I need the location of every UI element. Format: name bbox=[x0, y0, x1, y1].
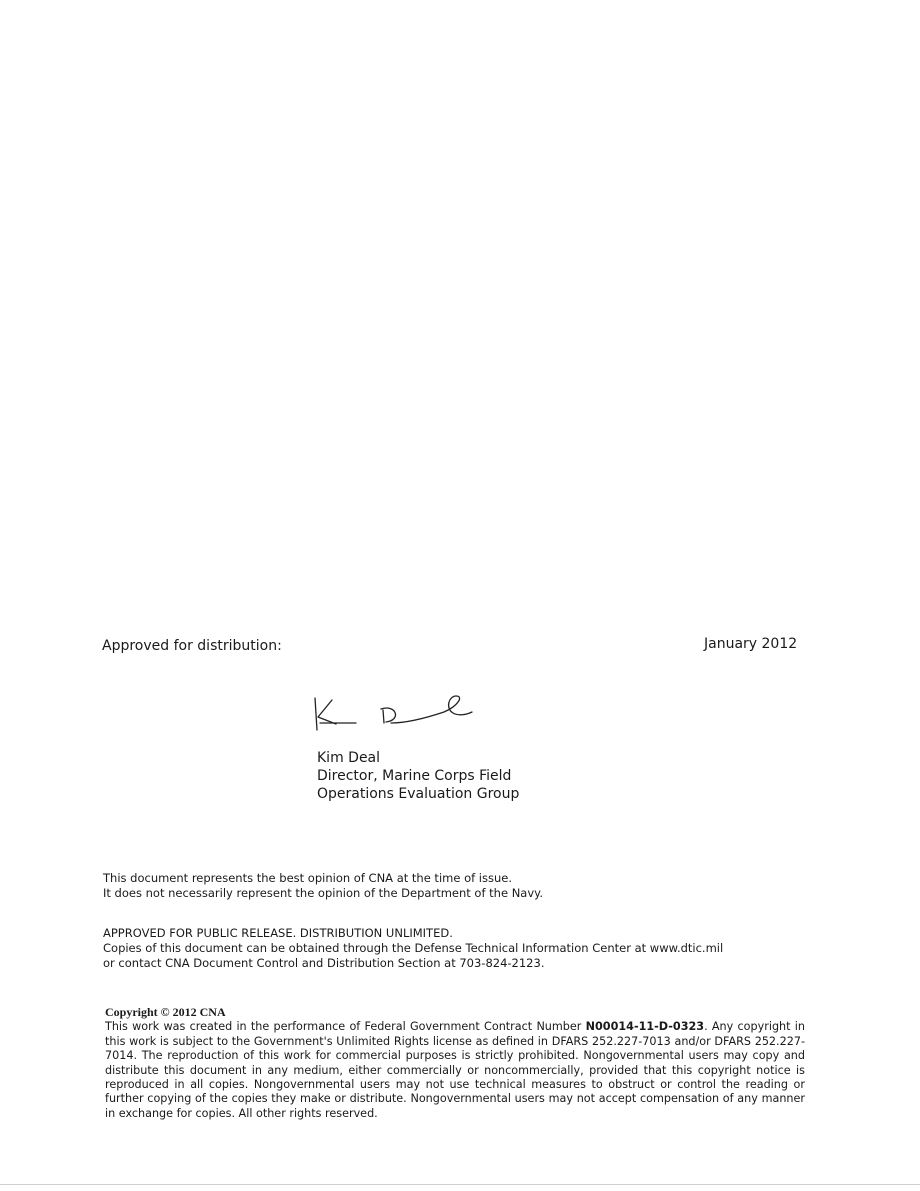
signer-name: Kim Deal bbox=[317, 750, 381, 766]
signature-image bbox=[306, 690, 476, 732]
signer-title-line1: Director, Marine Corps Field bbox=[317, 768, 512, 784]
copyright-title: Copyright © 2012 CNA bbox=[105, 1005, 226, 1019]
release-line1: APPROVED FOR PUBLIC RELEASE. DISTRIBUTION UNLIMITED. bbox=[103, 926, 453, 940]
contract-number: N00014-11-D-0323 bbox=[585, 1020, 705, 1034]
copyright-body-post: . Any copyright in this work is subject to the Government's Unlimited Rights license as defined in DFARS 252.227-7013 and/or DFARS 252.227-7014. The reproduction of this work for commercial purposes is strictly prohibited. Nongovernmental users may copy and distribute this document in any medium, either commercially or noncommercially, provided that this copyright notice is reproduced in all copies. Nongovernmental users may not use technical measures to obstruct or control the reading or further copying of the copies they make or distribute. Nongovernmental users may not accept compensation of any manner in exchange for copies. All other rights reserved. bbox=[105, 1020, 805, 1120]
approval-label: Approved for distribution: bbox=[102, 638, 282, 654]
page-bottom-rule bbox=[0, 1184, 920, 1185]
approval-date: January 2012 bbox=[704, 636, 798, 652]
copyright-section bbox=[105, 1005, 805, 1121]
opinion-statement bbox=[103, 871, 543, 901]
release-line2: Copies of this document can be obtained through the Defense Technical Information Center at www.dtic.mil bbox=[103, 941, 724, 955]
copyright-body bbox=[105, 1020, 805, 1121]
opinion-line2: It does not necessarily represent the opinion of the Department of the Navy. bbox=[103, 886, 543, 900]
release-statement bbox=[103, 926, 723, 971]
signer-block bbox=[317, 749, 519, 803]
copyright-body-pre: This work was created in the performance of Federal Government Contract Number bbox=[105, 1020, 586, 1034]
opinion-line1: This document represents the best opinion of CNA at the time of issue. bbox=[103, 871, 513, 885]
release-line3: or contact CNA Document Control and Distribution Section at 703-824-2123. bbox=[103, 956, 545, 970]
signer-title-line2: Operations Evaluation Group bbox=[317, 786, 520, 802]
